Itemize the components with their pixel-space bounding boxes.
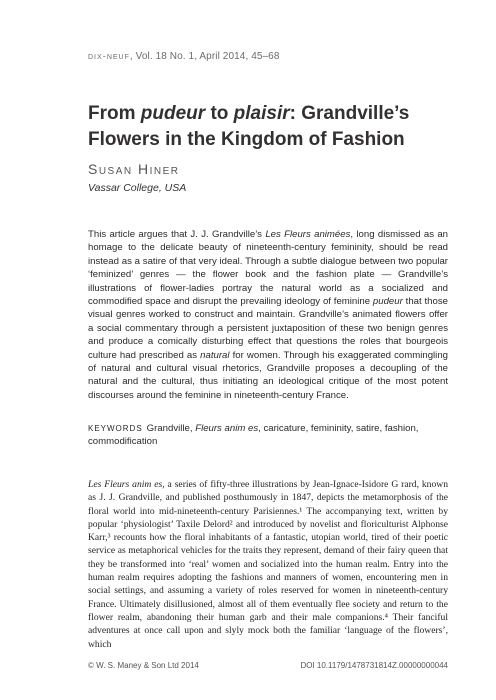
body-text: , a series of fifty-three illustrations by Jean-Ignace-Isidore G rard, known as J. J. Grandville, and published posthumously in 1847, depicts the metamorphosis of the floral world into mid-nineteenth-century Parisiennes.¹ The accompanying text, written by popular ‘physiologist’ Taxile Delord² and introduced by novelist and floriculturist Alphonse Karr,³ recounts how the floral inhabitants of a fantastic, utopian world, tired of their poetic service as metaphorical vehicles for the traits they represent, demand of their fairy queen that they be transformed into ‘real’ women and socialized into the human realm. Entry into the human realm requires adopting the fashions and manners of women, encountering men in social settings, and assuming a variety of roles reserved for women in nineteenth-century France. Ultimately disillusioned, almost all of them eventually flee society and return to the flower realm, abandoning their human garb and their male companions.⁴ Their fanciful adventures at once call upon and slyly mock both the familiar ‘language of the flowers’, which — [88, 479, 448, 650]
abstract-emphasis: natural — [200, 349, 230, 361]
abstract-emphasis: pudeur — [372, 296, 403, 308]
title-emphasis-plaisir: plaisir — [233, 103, 290, 124]
article-title — [88, 101, 448, 153]
abstract — [88, 228, 448, 402]
keywords-text: , caricature, femininity, satire, fashion, commodification — [88, 423, 419, 448]
abstract-text: for women. Through his exaggerated commingling of natural and cultural visual rhetorics, Grandville proposes a decoupling of the natural and the cultural, thus initiating an ideological critique of the most potent discourses around the feminine in nineteenth-century France. — [88, 349, 448, 401]
abstract-text: that those visual genres worked to construct and maintain. Grandville’s animated flowers offer a social commentary through a persistent juxtaposition of these two benign genres and produce a comically disturbing effect that questions the roles that bourgeois culture had prescribed as — [88, 296, 448, 361]
keywords-label: KEYWORDS — [88, 424, 143, 433]
title-emphasis-pudeur: pudeur — [140, 103, 206, 124]
keywords-emphasis: Fleurs anim es — [195, 423, 259, 434]
journal-citation — [88, 51, 448, 62]
title-part: to — [205, 103, 234, 124]
abstract-text: This article argues that J. J. Grandville’s — [88, 229, 266, 240]
keywords-text: Grandville, — [146, 423, 196, 434]
title-part: From — [88, 103, 141, 124]
page-footer — [88, 661, 448, 670]
copyright-notice: © W. S. Maney & Son Ltd 2014 — [88, 661, 199, 670]
abstract-text: , long dismissed as an homage to the delicate beauty of nineteenth-century femininity, should be read instead as a satire of that very ideal. Through a subtle dialogue between two popular ‘feminized’ genres — the flower book and the fashion plate — Grandville’s illustrations of flower-ladies portray the natural world as a socialized and commodified space and disrupt the prevailing ideology of feminine — [88, 229, 449, 308]
title-part: : Grandville’s Flowers in the Kingdom of Fashion — [88, 103, 410, 150]
abstract-emphasis: Les Fleurs animées — [265, 229, 351, 240]
doi: DOI 10.1179/1478731814Z.00000000044 — [300, 661, 448, 670]
author-affiliation: Vassar College, USA — [88, 182, 187, 194]
journal-volume-info: , Vol. 18 No. 1, April 2014, 45–68 — [129, 51, 280, 62]
keywords — [88, 422, 448, 449]
body-emphasis: Les Fleurs anim es — [88, 479, 163, 490]
body-paragraph — [88, 478, 448, 651]
journal-name: dix-neuf — [88, 51, 130, 62]
author-name: Susan Hiner — [88, 161, 180, 177]
